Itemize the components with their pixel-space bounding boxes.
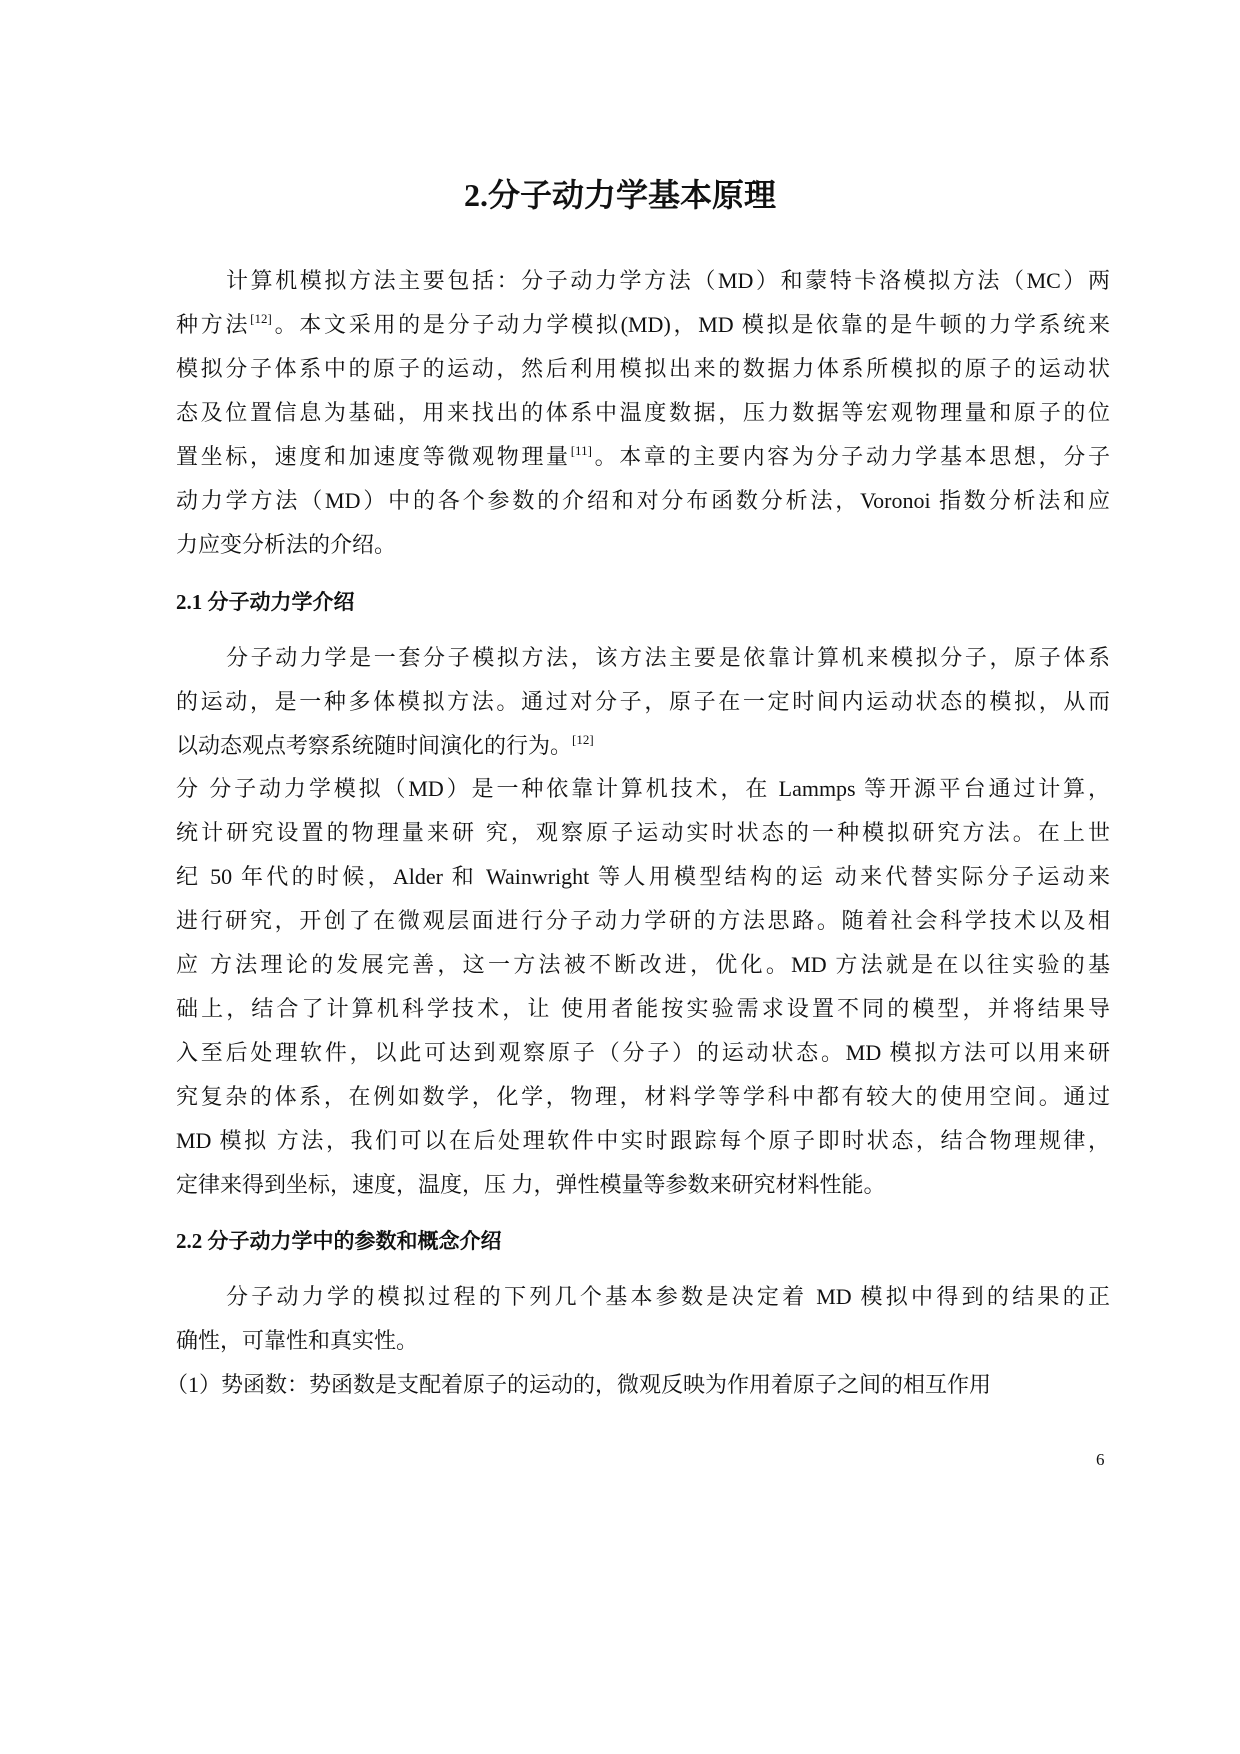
- chapter-title: 2.分子动力学基本原理: [463, 177, 776, 213]
- text-line: [176, 680, 1110, 724]
- citation: [12]: [250, 311, 272, 326]
- text-line: [176, 347, 1110, 391]
- text-line: [176, 391, 1110, 435]
- text-line: [176, 435, 1110, 479]
- text-segment: 。本文采用的是分子动力学模拟(MD)，MD 模拟是依靠的是牛顿的力学系统来: [271, 312, 1110, 337]
- text-line: [176, 1075, 1110, 1119]
- text-segment: 模拟分子体系中的原子的运动，然后利用模拟出来的数据力体系所模拟的原子的运动状: [176, 356, 1110, 381]
- text-line: [176, 724, 1110, 768]
- text-segment: 力应变分析法的介绍。: [176, 532, 397, 557]
- citation: [12]: [572, 732, 594, 747]
- text-line: [176, 1119, 1110, 1163]
- text-segment: 动力学方法（MD）中的各个参数的介绍和对分布函数分析法，Voronoi 指数分析法和应: [176, 488, 1110, 513]
- text-segment: 究复杂的体系，在例如数学，化学，物理，材料学等学科中都有较大的使用空间。通过: [176, 1084, 1110, 1109]
- text-line: [176, 767, 1110, 811]
- text-segment: 确性，可靠性和真实性。: [176, 1328, 419, 1353]
- text-line: [176, 855, 1110, 899]
- paragraph-md-history: [176, 767, 1110, 1207]
- text-line: [176, 811, 1110, 855]
- text-line: [176, 1031, 1110, 1075]
- text-line: [176, 1319, 1110, 1363]
- paragraph-md-intro: [176, 636, 1110, 768]
- text-line: [166, 1363, 1110, 1407]
- text-segment: 分子动力学的模拟过程的下列几个基本参数是决定着 MD 模拟中得到的结果的正: [226, 1284, 1110, 1309]
- text-line: [176, 259, 1110, 303]
- text-segment: 计算机模拟方法主要包括：分子动力学方法（MD）和蒙特卡洛模拟方法（MC）两: [226, 268, 1110, 293]
- paragraph-intro: [176, 259, 1110, 567]
- text-line: [176, 987, 1110, 1031]
- text-line: [176, 636, 1110, 680]
- text-segment: 以动态观点考察系统随时间演化的行为。: [176, 733, 573, 758]
- text-segment: 的运动，是一种多体模拟方法。通过对分子，原子在一定时间内运动状态的模拟，从而: [176, 689, 1110, 714]
- text-segment: 础上，结合了计算机科学技术，让 使用者能按实验需求设置不同的模型，并将结果导: [176, 996, 1110, 1021]
- text-segment: 种方法: [176, 312, 251, 337]
- paragraph-potential-function: [166, 1363, 1110, 1407]
- text-line: [176, 523, 1110, 567]
- text-segment: 统计研究设置的物理量来研 究，观察原子运动实时状态的一种模拟研究方法。在上世: [176, 820, 1110, 845]
- text-segment: 进行研究，开创了在微观层面进行分子动力学研的方法思路。随着社会科学技术以及相: [176, 908, 1110, 933]
- text-segment: 应 方法理论的发展完善，这一方法被不断改进，优化。MD 方法就是在以往实验的基: [176, 952, 1110, 977]
- paragraph-parameters: [176, 1275, 1110, 1363]
- citation: [11]: [570, 443, 592, 458]
- text-line: [176, 1275, 1110, 1319]
- text-line: [176, 899, 1110, 943]
- section-heading-2-2: 2.2 分子动力学中的参数和概念介绍: [176, 1229, 502, 1253]
- text-line: [176, 1163, 1110, 1207]
- text-segment: MD 模拟 方法，我们可以在后处理软件中实时跟踪每个原子即时状态，结合物理规律，: [176, 1128, 1110, 1153]
- text-segment: 态及位置信息为基础，用来找出的体系中温度数据，压力数据等宏观物理量和原子的位: [176, 400, 1110, 425]
- page-number: 6: [1096, 1450, 1105, 1469]
- text-segment: （1）势函数：势函数是支配着原子的运动的，微观反映为作用着原子之间的相互作用: [166, 1372, 992, 1397]
- text-segment: 置坐标，速度和加速度等微观物理量: [176, 444, 571, 469]
- text-segment: 纪 50 年代的时候，Alder 和 Wainwright 等人用模型结构的运 动来代替实际分子运动来: [176, 864, 1110, 889]
- text-segment: 分 分子动力学模拟（MD）是一种依靠计算机技术，在 Lammps 等开源平台通过计算，: [176, 776, 1110, 801]
- section-heading-2-1: 2.1 分子动力学介绍: [176, 590, 355, 614]
- text-segment: 分子动力学是一套分子模拟方法，该方法主要是依靠计算机来模拟分子，原子体系: [226, 645, 1110, 670]
- text-line: [176, 479, 1110, 523]
- text-segment: 定律来得到坐标，速度，温度，压 力，弹性模量等参数来研究材料性能。: [176, 1172, 886, 1197]
- text-segment: 入至后处理软件，以此可达到观察原子（分子）的运动状态。MD 模拟方法可以用来研: [176, 1040, 1110, 1065]
- text-line: [176, 943, 1110, 987]
- text-segment: 。本章的主要内容为分子动力学基本思想，分子: [591, 444, 1110, 469]
- text-line: [176, 303, 1110, 347]
